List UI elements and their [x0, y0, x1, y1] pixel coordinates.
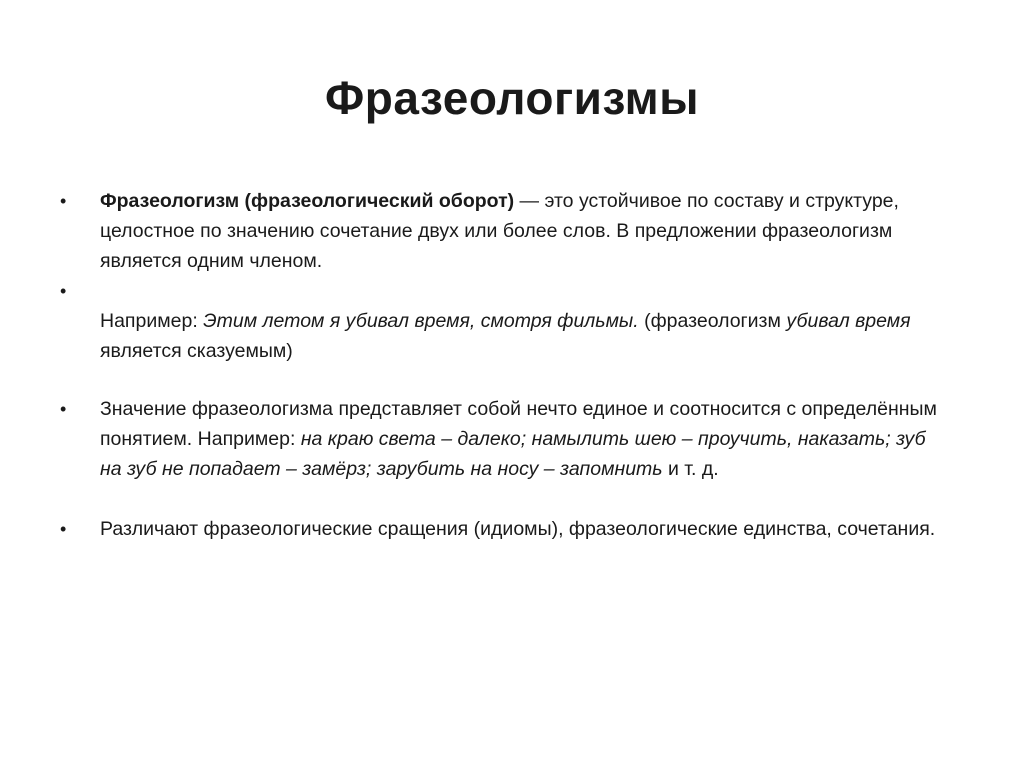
note-phrase: убивал время: [786, 310, 911, 332]
bullet-icon: •: [60, 281, 67, 301]
bullet-meaning: [60, 394, 950, 484]
note-suffix: является сказуемым): [100, 340, 293, 362]
example-paragraph: [100, 306, 950, 366]
types-text: Различают фразеологические сращения (идиомы), фразеологические единства, сочетания.: [100, 518, 936, 540]
definition-text: — это устойчивое по составу и структуре, целостное по значению сочетание двух или более слов. В предложении фразеологизм является одним членом.: [100, 190, 899, 272]
bullet-icon: •: [60, 191, 67, 211]
bullet-icon: •: [60, 519, 67, 539]
slide-title: Фразеологизмы: [325, 72, 699, 124]
bullet-example: [60, 276, 950, 366]
example-sentence: Этим летом я убивал время, смотря фильмы.: [203, 310, 639, 332]
empty-line: [100, 276, 950, 306]
term-text: Фразеологизм (фразеологический оборот): [100, 190, 515, 212]
example-label: Например:: [100, 310, 204, 332]
meaning-text: Значение фразеологизма представляет собой нечто единое и соотносится с определённым понятием. Например:: [100, 398, 937, 450]
meaning-tail: и т. д.: [662, 458, 719, 480]
bullet-icon: •: [60, 399, 67, 419]
note-prefix: (фразеологизм: [638, 310, 787, 332]
bullet-list: [60, 186, 950, 544]
bullet-definition: [60, 186, 950, 276]
meaning-examples: на краю света – далеко; намылить шею – проучить, наказать; зуб на зуб не попадает – замёрз; зарубить на носу – запомнить: [100, 428, 926, 480]
bullet-types: [60, 514, 950, 544]
